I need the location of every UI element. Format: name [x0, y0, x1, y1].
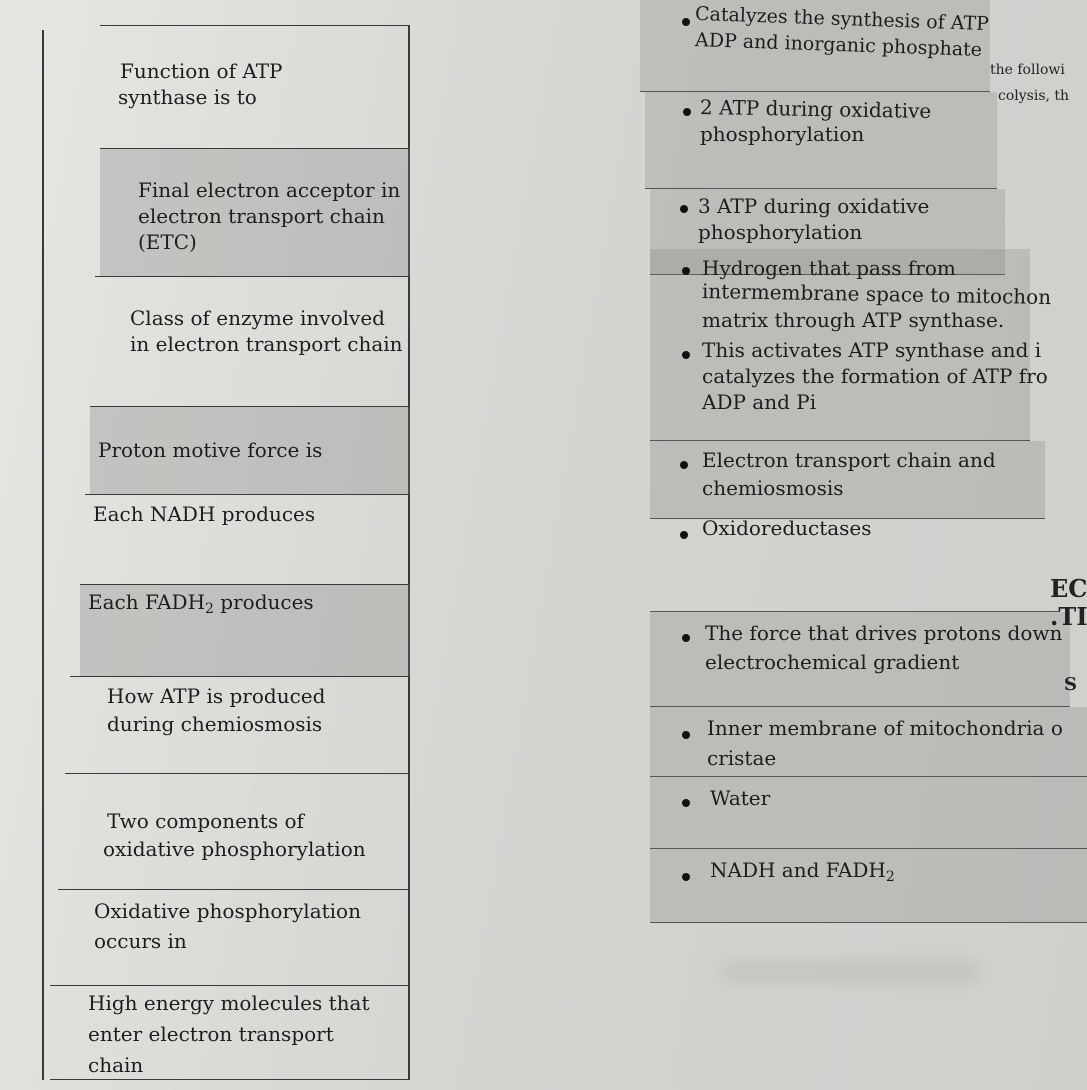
- bg-fragment: the followi: [990, 62, 1065, 78]
- term-line: (ETC): [138, 230, 197, 254]
- term-row-proton-motive-force: [90, 406, 410, 494]
- definition-line: phosphorylation: [698, 220, 863, 244]
- definition-row-1: [645, 92, 997, 189]
- definition-line: catalyzes the formation of ATP fro: [702, 364, 1048, 388]
- term-text: produces: [213, 590, 314, 614]
- definition-line: 3 ATP during oxidative: [698, 194, 930, 218]
- term-line: Function of ATP: [120, 59, 283, 83]
- subscript: 2: [885, 869, 895, 885]
- definition-line: This activates ATP synthase and i: [702, 338, 1042, 362]
- term-line: Two components of: [107, 809, 304, 833]
- definition-line: Catalyzes the synthesis of ATP: [694, 2, 990, 36]
- term-row-final-electron-acceptor: [100, 148, 410, 276]
- bullet-icon: [682, 18, 690, 26]
- bullet-icon: [682, 351, 690, 359]
- term-text: Each FADH: [88, 590, 206, 614]
- term-line: during chemiosmosis: [107, 712, 323, 736]
- term-row-oxphos-location: [58, 889, 410, 985]
- bullet-icon: [682, 731, 690, 739]
- definition-line: ADP and Pi: [702, 390, 817, 414]
- term-line: synthase is to: [118, 85, 257, 109]
- term-row-atp-synthase: [100, 25, 410, 148]
- definition-row-7: [650, 707, 1087, 777]
- definition-line: chemiosmosis: [702, 476, 844, 500]
- definition-row-6: [650, 612, 1070, 707]
- definition-row-0: [640, 0, 990, 92]
- term-row-nadh: [85, 494, 410, 584]
- bullet-icon: [680, 461, 688, 469]
- definition-line: Oxidoreductases: [702, 516, 872, 540]
- terms-table: [40, 0, 420, 1090]
- bullet-icon: [682, 799, 690, 807]
- definition-row-5: [650, 516, 1060, 612]
- term-line: Each NADH produces: [93, 502, 316, 526]
- definition-line: Hydrogen that pass from: [702, 256, 956, 280]
- term-row-chemiosmosis: [70, 676, 410, 773]
- bg-fragment: .TI: [1050, 602, 1087, 631]
- term-row-high-energy-molecules: [50, 985, 410, 1080]
- bullet-icon: [680, 205, 688, 213]
- term-line: Final electron acceptor in: [138, 178, 401, 202]
- term-line: Oxidative phosphorylation: [94, 899, 361, 923]
- definition-row-3: [650, 249, 1052, 441]
- term-line: Class of enzyme involved: [130, 306, 385, 330]
- definition-line: Electron transport chain and: [702, 448, 996, 472]
- definition-line: [710, 857, 895, 890]
- definition-line: ADP and inorganic phosphate: [694, 28, 983, 62]
- bullet-icon: [680, 531, 688, 539]
- term-line: oxidative phosphorylation: [103, 837, 366, 861]
- definition-line: intermembrane space to mitochon: [701, 278, 1052, 310]
- term-line: in electron transport chain: [130, 332, 403, 356]
- definition-line: electrochemical gradient: [705, 650, 960, 674]
- term-row-fadh2: [80, 584, 410, 676]
- term-row-oxphos-components: [65, 773, 410, 889]
- definition-text: NADH and FADH: [710, 858, 886, 882]
- bullet-icon: [683, 108, 691, 116]
- definition-line: matrix through ATP synthase.: [702, 308, 1005, 332]
- term-row-enzyme-class: [95, 276, 410, 406]
- term-line: electron transport chain: [138, 204, 385, 228]
- definition-line: phosphorylation: [700, 122, 865, 146]
- term-line: How ATP is produced: [107, 684, 326, 708]
- definition-row-9: [650, 849, 1087, 923]
- definition-line: The force that drives protons down: [705, 621, 1063, 645]
- definition-row-8: [650, 777, 1087, 849]
- bg-fragment: S: [1064, 674, 1077, 695]
- term-line: occurs in: [94, 929, 187, 953]
- bullet-icon: [682, 634, 690, 642]
- definition-row-4: [650, 441, 1045, 519]
- definition-line: cristae: [707, 746, 777, 770]
- bg-fragment: EC: [1050, 574, 1087, 603]
- left-table-left-border: [42, 30, 44, 1080]
- term-line: chain: [88, 1053, 144, 1077]
- definition-line: Inner membrane of mitochondria o: [707, 716, 1063, 740]
- term-line: Proton motive force is: [98, 438, 323, 462]
- subscript: 2: [205, 601, 214, 617]
- bullet-icon: [682, 267, 690, 275]
- definition-line: Water: [710, 786, 771, 810]
- definition-line: 2 ATP during oxidative: [699, 94, 932, 124]
- bg-fragment: colysis, th: [998, 88, 1070, 104]
- term-line: enter electron transport: [88, 1022, 334, 1046]
- term-line: High energy molecules that: [88, 991, 370, 1015]
- term-line: [88, 589, 314, 622]
- bullet-icon: [682, 873, 690, 881]
- definitions-table: [640, 0, 1087, 1090]
